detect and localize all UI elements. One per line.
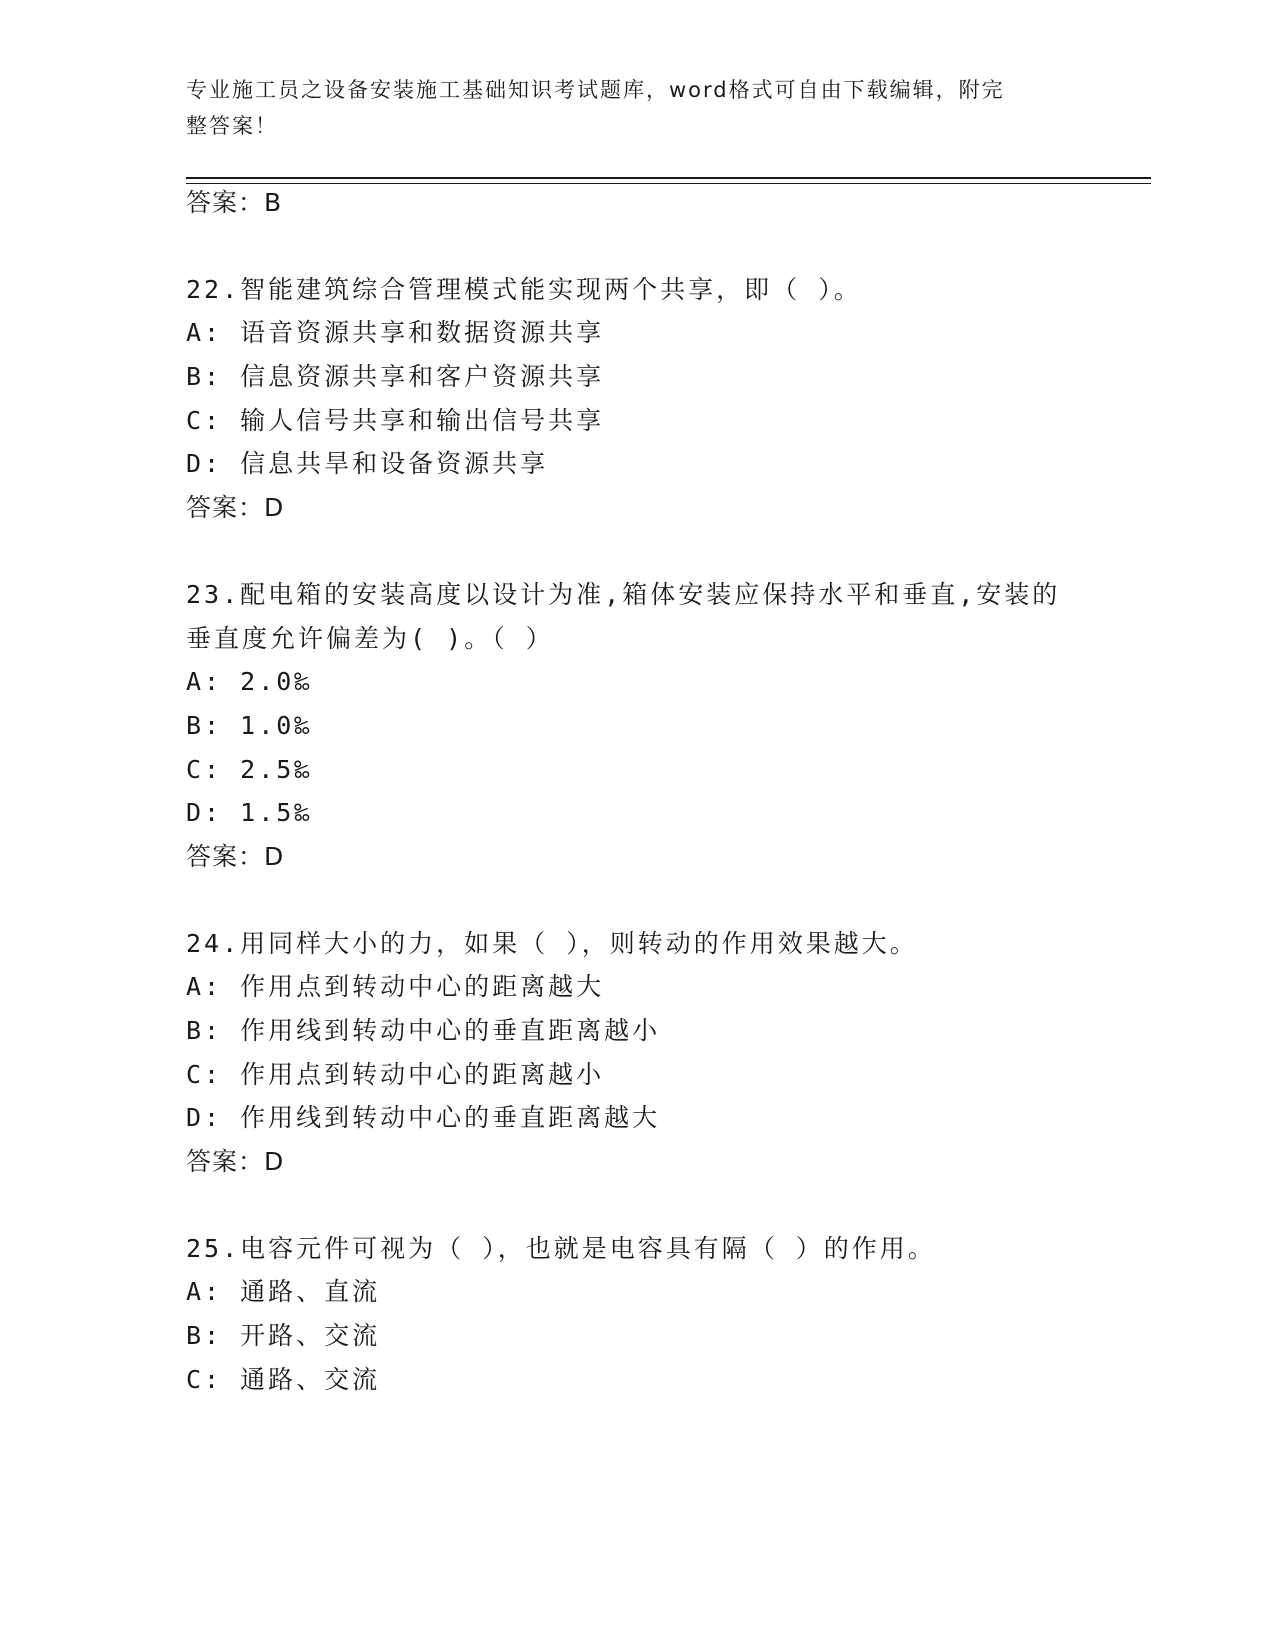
question-24-option-d: D: 作用线到转动中心的垂直距离越大 — [186, 1103, 661, 1132]
question-22-option-b: B: 信息资源共享和客户资源共享 — [186, 362, 605, 391]
question-24-option-b: B: 作用线到转动中心的垂直距离越小 — [186, 1016, 661, 1045]
question-24-stem: 24.用同样大小的力，如果（ ），则转动的作用效果越大。 — [186, 929, 918, 958]
header-rule-thin — [186, 183, 1151, 184]
header-line-1: 专业施工员之设备安装施工基础知识考试题库，word格式可自由下载编辑，附完 — [186, 78, 1005, 102]
question-25-option-b: B: 开路、交流 — [186, 1321, 381, 1350]
document-header — [186, 72, 1066, 144]
question-23-option-b: B: 1.0‰ — [186, 711, 313, 740]
question-22-option-d: D: 信息共旱和设备资源共享 — [186, 449, 549, 478]
answer-previous: 答案：B — [186, 188, 283, 217]
header-line-2: 整答案！ — [186, 114, 278, 138]
question-22-option-c: C: 输人信号共享和输出信号共享 — [186, 406, 605, 435]
question-23-option-a: A: 2.0‰ — [186, 667, 313, 696]
question-23-option-d: D: 1.5‰ — [186, 798, 313, 827]
question-22-stem: 22.智能建筑综合管理模式能实现两个共享，即（ ）。 — [186, 275, 862, 304]
question-24-option-c: C: 作用点到转动中心的距离越小 — [186, 1060, 605, 1089]
question-24-option-a: A: 作用点到转动中心的距离越大 — [186, 972, 605, 1001]
question-25-option-a: A: 通路、直流 — [186, 1277, 381, 1306]
question-23-stem-line-2: 垂直度允许偏差为( )。（ ） — [186, 624, 554, 653]
question-23-answer: 答案：D — [186, 842, 285, 871]
question-22-option-a: A: 语音资源共享和数据资源共享 — [186, 318, 605, 347]
question-25-stem: 25.电容元件可视为（ ），也就是电容具有隔（ ）的作用。 — [186, 1234, 936, 1263]
header-rule-thick — [186, 177, 1151, 179]
question-22-answer: 答案：D — [186, 493, 285, 522]
question-23-option-c: C: 2.5‰ — [186, 755, 313, 784]
question-24-answer: 答案：D — [186, 1147, 285, 1176]
question-25-option-c: C: 通路、交流 — [186, 1365, 381, 1394]
question-23-stem-line-1: 23.配电箱的安装高度以设计为准,箱体安装应保持水平和垂直,安装的 — [186, 580, 1061, 609]
